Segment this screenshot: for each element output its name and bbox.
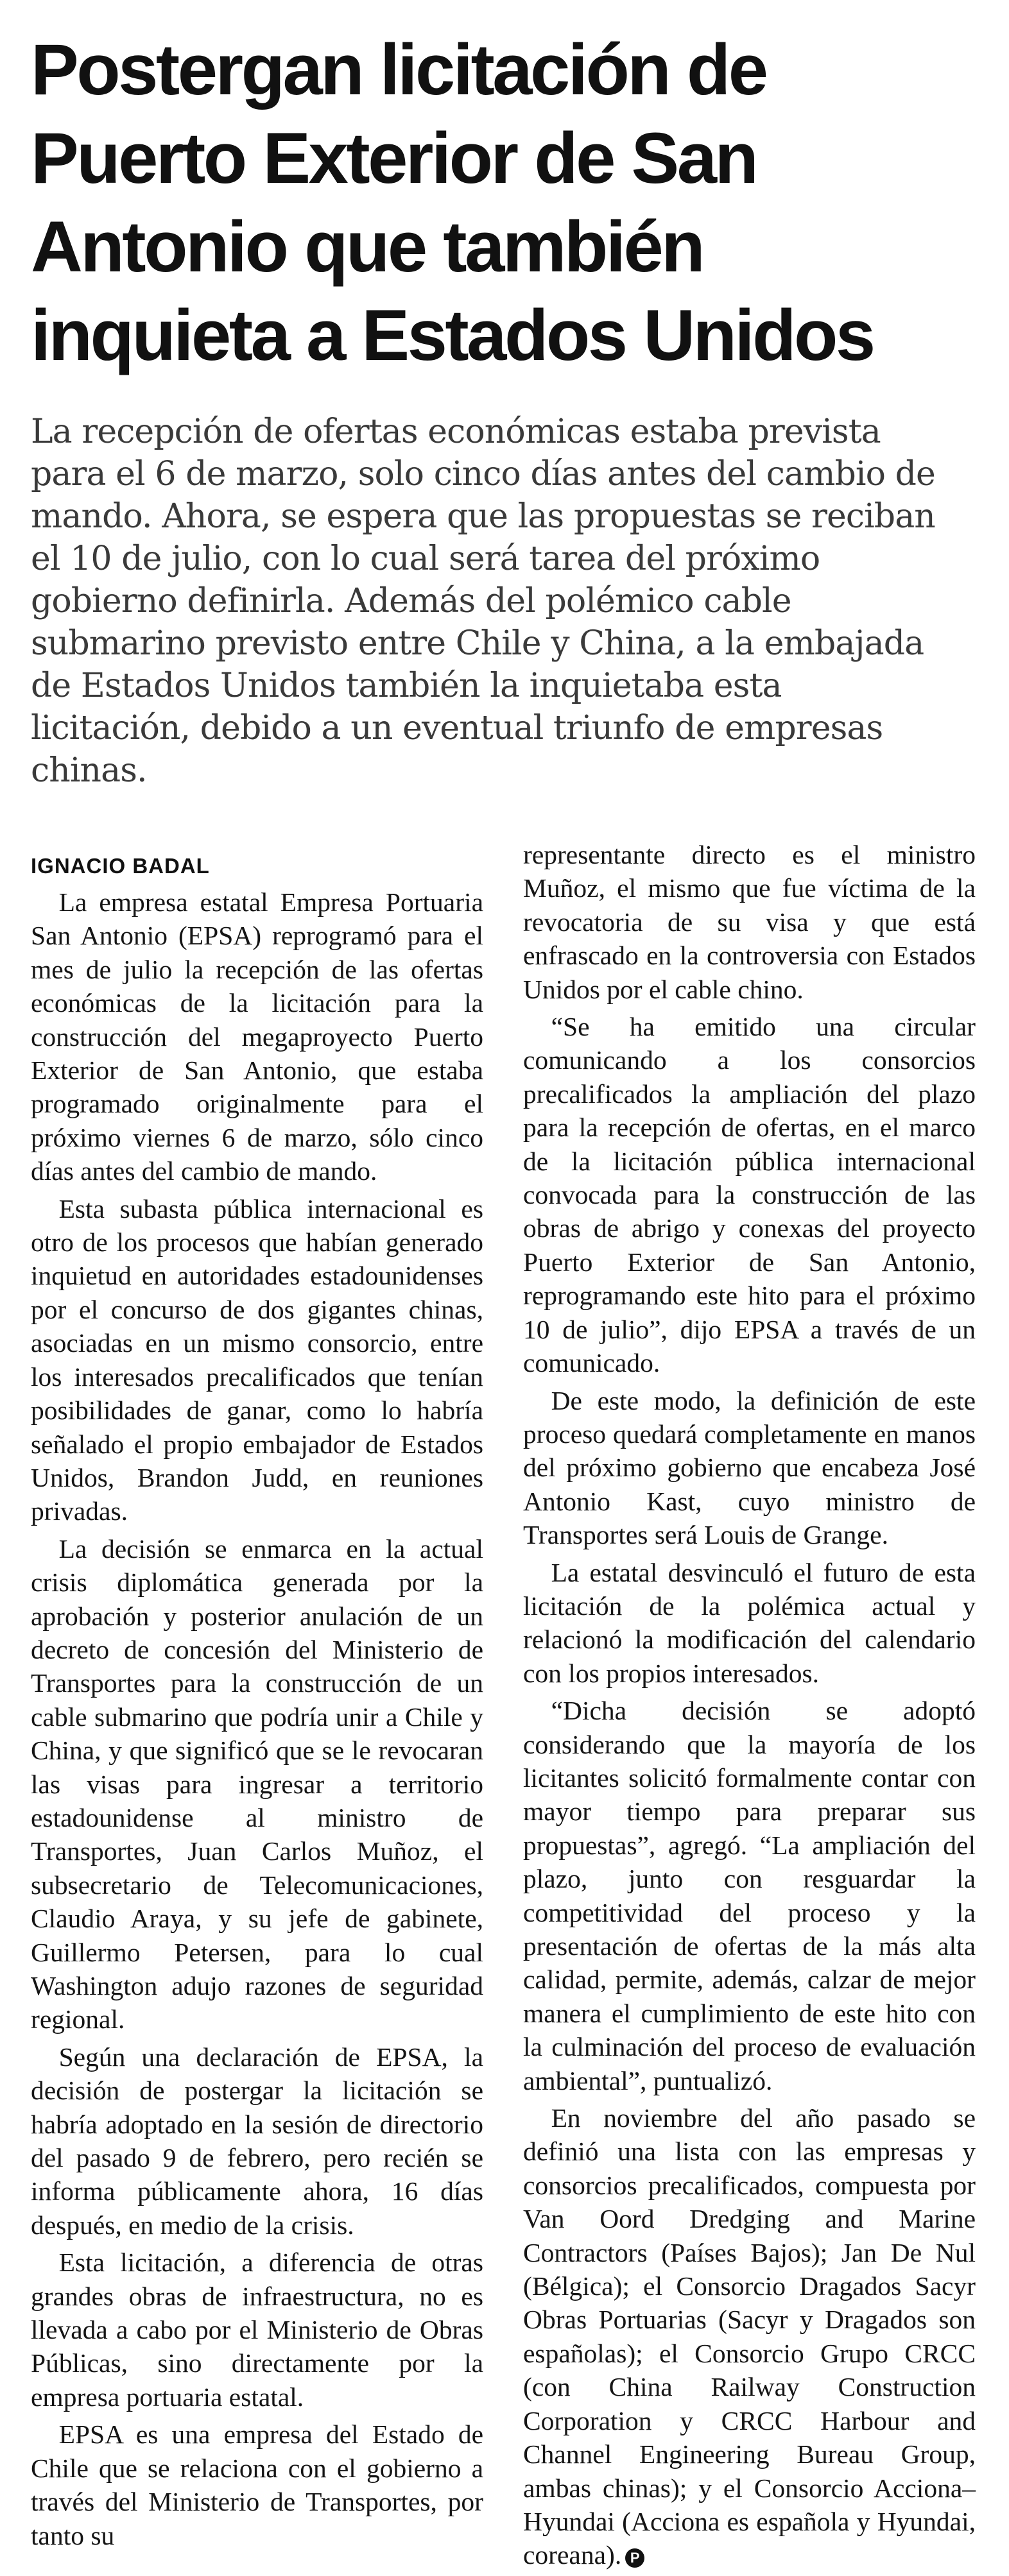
- body-paragraph-last: [523, 2101, 976, 2572]
- lead-line: submarino previsto entre Chile y China, a la embajada: [31, 624, 924, 663]
- headline-line: inquieta a Estados Unidos: [31, 295, 874, 375]
- body-paragraph: Según una declaración de EPSA, la decisión de postergar la licitación se habría adoptado en la sesión de directorio del pasado 9 de febrero, pero recién se informa públicamente ahora, 16 días después, en medio de la crisis.: [31, 2042, 483, 2240]
- lead-line: licitación, debido a un eventual triunfo de empresas: [31, 709, 883, 747]
- body-paragraph: representante directo es el ministro Muñoz, el mismo que fue víctima de la revocatoria de su visa y que está enfrascado en la controversia con Estados Unidos por el cable chino.: [523, 840, 976, 1004]
- body-paragraph: De este modo, la definición de este proceso quedará completamente en manos del próximo gobierno que encabeza José Antonio Kast, cuyo ministro de Transportes será Louis de Grange.: [523, 1385, 976, 1550]
- lead-line: el 10 de julio, con lo cual será tarea del próximo: [31, 540, 820, 578]
- headline-line: Puerto Exterior de San: [31, 118, 757, 198]
- body-column-right: [523, 838, 976, 2576]
- headline: [31, 26, 981, 380]
- body-paragraph: Esta subasta pública internacional es otro de los procesos que habían generado inquietud en autoridades estadounidenses por el concurso de dos gigantes chinas, asociadas en un mismo consorcio, entre los interesados precalificados que tenían posibilidades de ganar, como lo habría señalado el propio embajador de Estados Unidos, Brandon Judd, en reuniones privadas.: [31, 1193, 483, 1526]
- lead-line: mando. Ahora, se espera que las propuestas se reciban: [31, 497, 935, 536]
- body-column-left: [31, 846, 483, 2556]
- body-paragraph: “Se ha emitido una circular comunicando a los consorcios precalificados la ampliación del plazo para la recepción de ofertas, en el marco de la licitación pública internacional convocada para la construcción de las obras de abrigo y conexas del proyecto Puerto Exterior de San Antonio, reprogramando este hito para el próximo 10 de julio”, dijo EPSA a través de un comunicado.: [523, 1012, 976, 1378]
- body-paragraph: “Dicha decisión se adoptó considerando que la mayoría de los licitantes solicitó formalmente contar con mayor tiempo para preparar sus propuestas”, agregó. “La ampliación del plazo, junto con resguardar la competitividad del proceso y la presentación de ofertas de la más alta calidad, permite, además, calzar de mejor manera el cumplimiento de este hito con la culminación del proceso de evaluación ambiental”, puntualizó.: [523, 1696, 976, 2095]
- lead-line: gobierno definirla. Además del polémico cable: [31, 582, 791, 620]
- body-paragraph-text: En noviembre del año pasado se definió una lista con las empresas y consorcios precalificados, compuesta por Van Oord Dredging and Marine Contractors (Países Bajos); Jan De Nul (Bélgica); el Consorcio Dragados Sacyr Obras Portuarias (Sacyr y Dragados son españolas); el Consorcio Grupo CRCC (con China Railway Construction Corporation y CRCC Harbour and Channel Engineering Bureau Group, ambas chinas); y el Consorcio Acciona–Hyundai (Acciona es española y Hyundai, coreana).: [523, 2103, 976, 2570]
- headline-line: Postergan licitación de: [31, 30, 766, 110]
- lead-paragraph: [31, 411, 981, 792]
- body-paragraph: La decisión se enmarca en la actual crisis diplomática generada por la aprobación y posterior anulación de un decreto de concesión del Ministerio de Transportes para la construcción de un cable submarino que podría unir a Chile y China, y que significó que se le revocaran las visas para ingresar a territorio estadounidense al ministro de Transportes, Juan Carlos Muñoz, el subsecretario de Telecomunicaciones, Claudio Araya, y su jefe de gabinete, Guillermo Petersen, para lo cual Washington adujo razones de seguridad regional.: [31, 1533, 483, 2034]
- lead-line: chinas.: [31, 751, 147, 790]
- headline-line: Antonio que también: [31, 207, 703, 287]
- body-paragraph: La estatal desvinculó el futuro de esta licitación de la polémica actual y relacionó la modificación del calendario con los propios interesados.: [523, 1557, 976, 1688]
- body-paragraph: EPSA es una empresa del Estado de Chile que se relaciona con el gobierno a través del Ministerio de Transportes, por tanto su: [31, 2419, 483, 2550]
- lead-line: para el 6 de marzo, solo cinco días antes del cambio de: [31, 455, 935, 493]
- body-paragraph: La empresa estatal Empresa Portuaria San Antonio (EPSA) reprogramó para el mes de julio la recepción de las ofertas económicas de la licitación para la construcción del megaproyecto Puerto Exterior de San Antonio, que estaba programado originalmente para el próximo viernes 6 de marzo, sólo cinco días antes del cambio de mando.: [31, 887, 483, 1186]
- end-of-article-icon: P: [625, 2548, 644, 2568]
- lead-line: de Estados Unidos también la inquietaba esta: [31, 667, 782, 705]
- byline: IGNACIO BADAL: [31, 854, 210, 878]
- body-paragraph: Esta licitación, a diferencia de otras grandes obras de infraestructura, no es llevada a cabo por el Ministerio de Obras Públicas, sino directamente por la empresa portuaria estatal.: [31, 2248, 483, 2412]
- lead-line: La recepción de ofertas económicas estaba prevista: [31, 413, 881, 451]
